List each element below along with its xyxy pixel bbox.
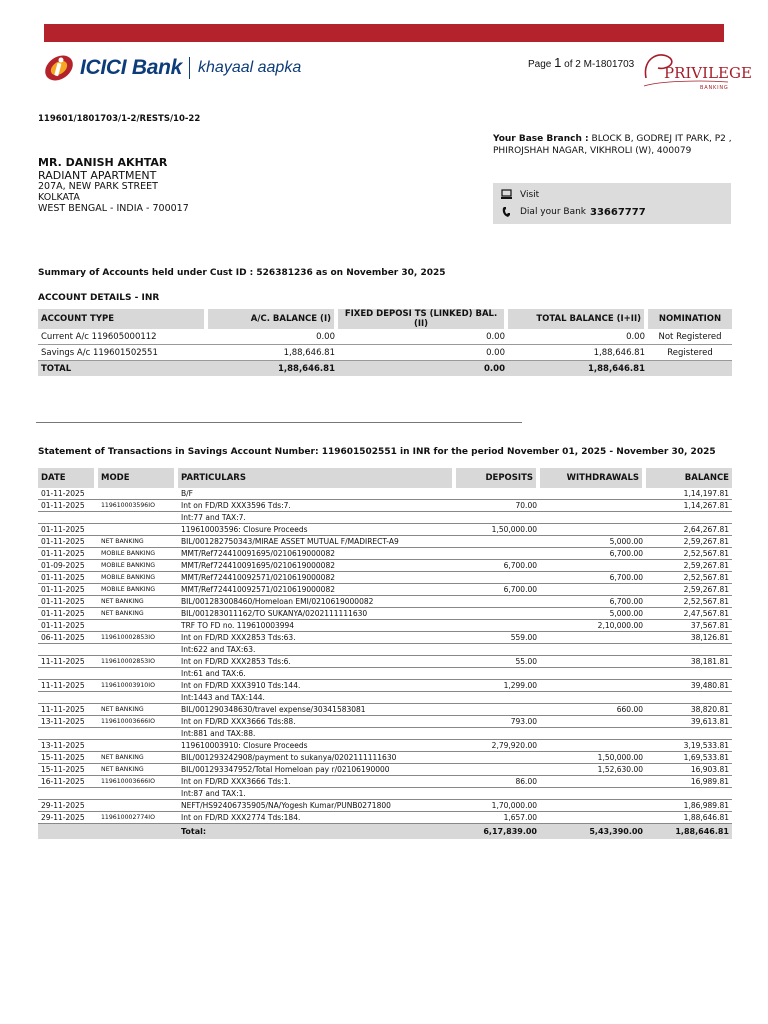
particulars-cell: Int on FD/RD XXX2853 Tds:63.: [178, 632, 456, 644]
particulars-cell: MMT/Ref724410091695/0210619000082: [178, 560, 456, 572]
balance-cell: 2,47,567.81: [646, 608, 732, 620]
transaction-row: [38, 572, 732, 584]
transaction-row: [38, 596, 732, 608]
balance-cell: 16,903.81: [646, 764, 732, 776]
date-cell: 11-11-2025: [38, 656, 98, 668]
mode-cell: [98, 488, 178, 500]
balance-cell: 2,52,567.81: [646, 596, 732, 608]
total-balance-cell: 1,88,646.81: [508, 345, 648, 361]
balance-cell: 2,59,267.81: [646, 560, 732, 572]
deposits-cell: [456, 668, 540, 680]
mode-cell: [98, 728, 178, 740]
particulars-cell: 119610003596: Closure Proceeds: [178, 524, 456, 536]
total-fd-balance: 0.00: [338, 361, 508, 376]
particulars-cell: MMT/Ref724410092571/0210619000082: [178, 572, 456, 584]
account-type-cell: Savings A/c 119601502551: [38, 345, 208, 361]
date-cell: 11-11-2025: [38, 704, 98, 716]
transaction-row: [38, 560, 732, 572]
date-cell: 01-11-2025: [38, 548, 98, 560]
statement-title: Statement of Transactions in Savings Account Number: 119601502551 in INR for the period November 01, 2025 - November 30, 2025: [38, 447, 716, 457]
date-cell: 01-11-2025: [38, 620, 98, 632]
date-cell: 11-11-2025: [38, 680, 98, 692]
page-number: 1: [554, 55, 562, 70]
deposits-cell: [456, 596, 540, 608]
particulars-cell: Int:1443 and TAX:144.: [178, 692, 456, 704]
transactions-body: [38, 488, 732, 839]
total-mode: [98, 824, 178, 839]
bank-logo: [42, 50, 301, 86]
withdrawals-cell: [540, 788, 646, 800]
transaction-row: [38, 548, 732, 560]
col-fd-balance: FIXED DEPOSI TS (LINKED) BAL. (II): [338, 309, 508, 329]
customer-name: MR. DANISH AKHTAR: [38, 156, 168, 169]
transaction-row: [38, 488, 732, 500]
col-deposits: DEPOSITS: [456, 468, 540, 488]
total-label: Total:: [178, 824, 456, 839]
balance-cell: 16,989.81: [646, 776, 732, 788]
particulars-cell: Int on FD/RD XXX3596 Tds:7.: [178, 500, 456, 512]
particulars-cell: BIL/001283008460/Homeloan EMI/0210619000082: [178, 596, 456, 608]
deposits-cell: 2,79,920.00: [456, 740, 540, 752]
particulars-cell: Int on FD/RD XXX3910 Tds:144.: [178, 680, 456, 692]
total-ac-balance: 1,88,646.81: [208, 361, 338, 376]
balance-cell: [646, 788, 732, 800]
withdrawals-cell: [540, 668, 646, 680]
dial-number: 33667777: [590, 206, 646, 218]
page-suffix: of 2 M-1801703: [564, 59, 635, 70]
deposits-cell: [456, 704, 540, 716]
total-withdrawals: 5,43,390.00: [540, 824, 646, 839]
mode-cell: 119610003666IO: [98, 716, 178, 728]
balance-cell: 1,14,197.81: [646, 488, 732, 500]
withdrawals-cell: 2,10,000.00: [540, 620, 646, 632]
withdrawals-cell: 1,50,000.00: [540, 752, 646, 764]
date-cell: 01-09-2025: [38, 560, 98, 572]
base-branch: [493, 133, 733, 157]
phone-icon: [501, 206, 512, 218]
date-cell: [38, 512, 98, 524]
particulars-cell: BIL/001283011162/TO SUKANYA/0202111111630: [178, 608, 456, 620]
account-total-row: [38, 361, 732, 376]
balance-cell: 2,64,267.81: [646, 524, 732, 536]
date-cell: [38, 728, 98, 740]
col-ac-balance: A/C. BALANCE (I): [208, 309, 338, 329]
logo-divider: [189, 57, 190, 79]
withdrawals-cell: [540, 716, 646, 728]
mode-cell: 119610003596IO: [98, 500, 178, 512]
balance-cell: 38,820.81: [646, 704, 732, 716]
page-indicator: [528, 55, 634, 70]
withdrawals-cell: 1,52,630.00: [540, 764, 646, 776]
balance-cell: 1,88,646.81: [646, 812, 732, 824]
deposits-cell: 1,50,000.00: [456, 524, 540, 536]
total-date: [38, 824, 98, 839]
customer-address: [38, 170, 189, 214]
section-divider: [36, 422, 522, 423]
address-line-4: WEST BENGAL - INDIA - 700017: [38, 203, 189, 214]
statement-reference: 119601/1801703/1-2/RESTS/10-22: [38, 114, 201, 124]
particulars-cell: Int on FD/RD XXX2774 Tds:184.: [178, 812, 456, 824]
col-date: DATE: [38, 468, 98, 488]
deposits-cell: [456, 536, 540, 548]
mode-cell: 119610002853IO: [98, 656, 178, 668]
balance-cell: [646, 644, 732, 656]
balance-cell: 2,59,267.81: [646, 584, 732, 596]
visit-row: [501, 189, 539, 200]
balance-cell: 3,19,533.81: [646, 740, 732, 752]
date-cell: 29-11-2025: [38, 812, 98, 824]
transaction-row: [38, 524, 732, 536]
account-details-title: ACCOUNT DETAILS - INR: [38, 293, 160, 303]
page-prefix: Page: [528, 59, 552, 70]
date-cell: 29-11-2025: [38, 800, 98, 812]
deposits-cell: 6,700.00: [456, 560, 540, 572]
mode-cell: NET BANKING: [98, 752, 178, 764]
mode-cell: NET BANKING: [98, 764, 178, 776]
balance-cell: 2,52,567.81: [646, 572, 732, 584]
dial-row: [501, 206, 646, 218]
mode-cell: [98, 692, 178, 704]
deposits-cell: [456, 764, 540, 776]
date-cell: 01-11-2025: [38, 524, 98, 536]
transaction-row: [38, 740, 732, 752]
withdrawals-cell: [540, 512, 646, 524]
withdrawals-cell: 6,700.00: [540, 548, 646, 560]
deposits-cell: 1,70,000.00: [456, 800, 540, 812]
base-branch-address: BLOCK B, GODREJ IT PARK, P2 , PHIROJSHAH NAGAR, VIKHROLI (W), 400079: [493, 134, 732, 156]
transaction-row: [38, 776, 732, 788]
col-mode: MODE: [98, 468, 178, 488]
balance-cell: [646, 668, 732, 680]
balance-cell: 37,567.81: [646, 620, 732, 632]
transaction-row: [38, 728, 732, 740]
particulars-cell: BIL/001290348630/travel expense/30341583081: [178, 704, 456, 716]
mode-cell: [98, 644, 178, 656]
balance-cell: 38,181.81: [646, 656, 732, 668]
mode-cell: NET BANKING: [98, 608, 178, 620]
transaction-row: [38, 632, 732, 644]
balance-cell: 1,14,267.81: [646, 500, 732, 512]
balance-cell: 2,52,567.81: [646, 548, 732, 560]
transaction-row: [38, 500, 732, 512]
transaction-row: [38, 752, 732, 764]
mode-cell: [98, 512, 178, 524]
withdrawals-cell: [540, 500, 646, 512]
account-type-cell: Current A/c 119605000112: [38, 329, 208, 345]
transaction-row: [38, 584, 732, 596]
withdrawals-cell: [540, 488, 646, 500]
mode-cell: NET BANKING: [98, 536, 178, 548]
ac-balance-cell: 0.00: [208, 329, 338, 345]
privilege-brand-text: PRIVILEGE: [664, 64, 752, 82]
transaction-row: [38, 764, 732, 776]
base-branch-label: Your Base Branch :: [493, 134, 589, 144]
deposits-cell: [456, 788, 540, 800]
date-cell: 01-11-2025: [38, 572, 98, 584]
deposits-cell: 55.00: [456, 656, 540, 668]
mode-cell: 119610002853IO: [98, 632, 178, 644]
mode-cell: MOBILE BANKING: [98, 560, 178, 572]
balance-cell: [646, 728, 732, 740]
particulars-cell: Int:881 and TAX:88.: [178, 728, 456, 740]
mode-cell: [98, 788, 178, 800]
particulars-cell: 119610003910: Closure Proceeds: [178, 740, 456, 752]
transaction-row: [38, 680, 732, 692]
particulars-cell: BIL/001293242908/payment to sukanya/0202111111630: [178, 752, 456, 764]
withdrawals-cell: 6,700.00: [540, 596, 646, 608]
transaction-row: [38, 812, 732, 824]
particulars-cell: TRF TO FD no. 119610003994: [178, 620, 456, 632]
date-cell: [38, 788, 98, 800]
mode-cell: NET BANKING: [98, 596, 178, 608]
icici-logo-icon: [42, 51, 76, 85]
withdrawals-cell: [540, 524, 646, 536]
total-nomination: [648, 361, 732, 376]
withdrawals-cell: 660.00: [540, 704, 646, 716]
nomination-cell: Not Registered: [648, 329, 732, 345]
fd-balance-cell: 0.00: [338, 345, 508, 361]
transaction-row: [38, 704, 732, 716]
summary-title: Summary of Accounts held under Cust ID : 526381236 as on November 30, 2025: [38, 268, 446, 278]
withdrawals-cell: [540, 644, 646, 656]
transaction-row: [38, 656, 732, 668]
withdrawals-cell: [540, 740, 646, 752]
deposits-cell: [456, 572, 540, 584]
withdrawals-cell: 6,700.00: [540, 572, 646, 584]
deposits-cell: [456, 728, 540, 740]
transaction-row: [38, 668, 732, 680]
transactions-header: [38, 468, 732, 488]
withdrawals-cell: [540, 656, 646, 668]
visit-label: Visit: [520, 189, 540, 200]
transactions-table: [38, 468, 732, 839]
deposits-cell: [456, 752, 540, 764]
mode-cell: 119610002774IO: [98, 812, 178, 824]
balance-cell: 1,86,989.81: [646, 800, 732, 812]
withdrawals-cell: [540, 692, 646, 704]
withdrawals-cell: 5,000.00: [540, 536, 646, 548]
withdrawals-cell: [540, 776, 646, 788]
total-label: TOTAL: [38, 361, 208, 376]
col-particulars: PARTICULARS: [178, 468, 456, 488]
transaction-row: [38, 608, 732, 620]
privilege-sub-text: BANKING: [700, 85, 729, 91]
col-account-type: ACCOUNT TYPE: [38, 309, 208, 329]
col-total-balance: TOTAL BALANCE (I+II): [508, 309, 648, 329]
particulars-cell: B/F: [178, 488, 456, 500]
transaction-row: [38, 512, 732, 524]
transaction-row: [38, 788, 732, 800]
balance-cell: 39,480.81: [646, 680, 732, 692]
date-cell: [38, 644, 98, 656]
transaction-row: [38, 716, 732, 728]
address-line-1: RADIANT APARTMENT: [38, 169, 157, 182]
particulars-cell: Int:61 and TAX:6.: [178, 668, 456, 680]
balance-cell: 39,613.81: [646, 716, 732, 728]
transaction-row: [38, 644, 732, 656]
particulars-cell: BIL/001282750343/MIRAE ASSET MUTUAL F/MADIRECT-A9: [178, 536, 456, 548]
mode-cell: [98, 740, 178, 752]
deposits-cell: [456, 620, 540, 632]
deposits-cell: 6,700.00: [456, 584, 540, 596]
mode-cell: NET BANKING: [98, 704, 178, 716]
deposits-cell: [456, 548, 540, 560]
deposits-cell: [456, 644, 540, 656]
date-cell: 01-11-2025: [38, 488, 98, 500]
mode-cell: 119610003666IO: [98, 776, 178, 788]
mode-cell: [98, 524, 178, 536]
ac-balance-cell: 1,88,646.81: [208, 345, 338, 361]
withdrawals-cell: [540, 680, 646, 692]
balance-cell: 2,59,267.81: [646, 536, 732, 548]
balance-cell: 38,126.81: [646, 632, 732, 644]
account-table-header: [38, 309, 732, 329]
date-cell: 06-11-2025: [38, 632, 98, 644]
balance-cell: [646, 692, 732, 704]
particulars-cell: BIL/001293347952/Total Homeloan pay r/02106190000: [178, 764, 456, 776]
withdrawals-cell: [540, 728, 646, 740]
total-deposits: 6,17,839.00: [456, 824, 540, 839]
withdrawals-cell: [540, 812, 646, 824]
particulars-cell: Int:87 and TAX:1.: [178, 788, 456, 800]
date-cell: 01-11-2025: [38, 596, 98, 608]
particulars-cell: Int on FD/RD XXX3666 Tds:88.: [178, 716, 456, 728]
address-line-2: 207A, NEW PARK STREET: [38, 181, 158, 192]
particulars-cell: Int:77 and TAX:7.: [178, 512, 456, 524]
date-cell: [38, 692, 98, 704]
mode-cell: MOBILE BANKING: [98, 548, 178, 560]
date-cell: 16-11-2025: [38, 776, 98, 788]
deposits-cell: [456, 692, 540, 704]
date-cell: 01-11-2025: [38, 500, 98, 512]
date-cell: 13-11-2025: [38, 716, 98, 728]
withdrawals-cell: [540, 800, 646, 812]
mode-cell: [98, 800, 178, 812]
mode-cell: MOBILE BANKING: [98, 584, 178, 596]
account-summary-table: [38, 309, 732, 376]
date-cell: 01-11-2025: [38, 584, 98, 596]
col-withdrawals: WITHDRAWALS: [540, 468, 646, 488]
particulars-cell: NEFT/HS92406735905/NA/Yogesh Kumar/PUNB0271800: [178, 800, 456, 812]
account-row: [38, 345, 732, 361]
col-nomination: NOMINATION: [648, 309, 732, 329]
deposits-cell: 1,299.00: [456, 680, 540, 692]
date-cell: 01-11-2025: [38, 608, 98, 620]
date-cell: 15-11-2025: [38, 752, 98, 764]
transaction-row: [38, 620, 732, 632]
withdrawals-cell: [540, 560, 646, 572]
date-cell: [38, 668, 98, 680]
deposits-cell: 70.00: [456, 500, 540, 512]
deposits-cell: [456, 512, 540, 524]
deposits-cell: 793.00: [456, 716, 540, 728]
deposits-cell: 86.00: [456, 776, 540, 788]
transaction-row: [38, 692, 732, 704]
date-cell: 13-11-2025: [38, 740, 98, 752]
account-row: [38, 329, 732, 345]
address-line-3: KOLKATA: [38, 192, 80, 203]
date-cell: 15-11-2025: [38, 764, 98, 776]
withdrawals-cell: [540, 584, 646, 596]
dial-label: Dial your Bank: [520, 207, 587, 217]
col-balance: BALANCE: [646, 468, 732, 488]
transactions-total-row: [38, 824, 732, 839]
particulars-cell: Int on FD/RD XXX3666 Tds:1.: [178, 776, 456, 788]
balance-cell: 1,69,533.81: [646, 752, 732, 764]
deposits-cell: 1,657.00: [456, 812, 540, 824]
brand-header-bar: [44, 24, 724, 42]
bank-name: ICICI Bank: [80, 56, 183, 79]
date-cell: 01-11-2025: [38, 536, 98, 548]
withdrawals-cell: 5,000.00: [540, 608, 646, 620]
mode-cell: 119610003910IO: [98, 680, 178, 692]
balance-cell: [646, 512, 732, 524]
deposits-cell: [456, 608, 540, 620]
particulars-cell: MMT/Ref724410092571/0210619000082: [178, 584, 456, 596]
withdrawals-cell: [540, 632, 646, 644]
transaction-row: [38, 536, 732, 548]
deposits-cell: 559.00: [456, 632, 540, 644]
total-balance-cell: 0.00: [508, 329, 648, 345]
contact-box: [493, 183, 731, 224]
mode-cell: [98, 668, 178, 680]
bank-tagline: khayaal aapka: [198, 59, 302, 76]
total-balance: 1,88,646.81: [646, 824, 732, 839]
particulars-cell: Int on FD/RD XXX2853 Tds:6.: [178, 656, 456, 668]
computer-icon: [501, 189, 512, 200]
transaction-row: [38, 800, 732, 812]
total-total-balance: 1,88,646.81: [508, 361, 648, 376]
deposits-cell: [456, 488, 540, 500]
mode-cell: [98, 620, 178, 632]
particulars-cell: MMT/Ref724410091695/0210619000082: [178, 548, 456, 560]
nomination-cell: Registered: [648, 345, 732, 361]
fd-balance-cell: 0.00: [338, 329, 508, 345]
privilege-banking-logo: [640, 48, 752, 92]
mode-cell: MOBILE BANKING: [98, 572, 178, 584]
particulars-cell: Int:622 and TAX:63.: [178, 644, 456, 656]
